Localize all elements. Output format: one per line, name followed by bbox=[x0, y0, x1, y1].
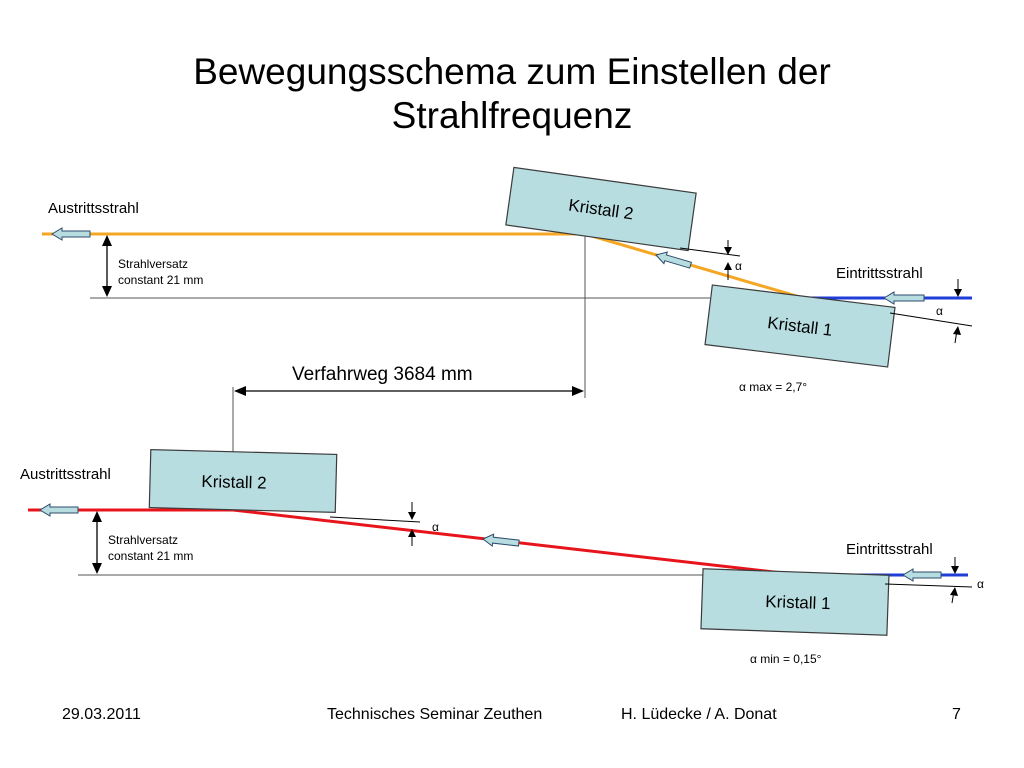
top-offset-label-line2: constant 21 mm bbox=[118, 273, 204, 287]
footer-date: 29.03.2011 bbox=[62, 706, 141, 723]
bottom-exit-beam-arrow bbox=[40, 504, 78, 516]
bottom-angle-symbol-lower: α bbox=[977, 577, 984, 591]
top-offset-arrowhead-down bbox=[102, 286, 112, 297]
bottom-angle-symbol-upper: α bbox=[432, 520, 439, 534]
bottom-crystal1-edge-line bbox=[885, 584, 972, 587]
bottom-angle-note: α min = 0,15° bbox=[750, 652, 822, 666]
bottom-upper-angle-arrow-top bbox=[408, 512, 416, 520]
top-angled-beam bbox=[585, 234, 803, 298]
bottom-entry-beam-arrow bbox=[903, 569, 941, 581]
title-line-2: Strahlfrequenz bbox=[391, 95, 633, 136]
top-lower-angle-arrow-bottom bbox=[953, 326, 961, 335]
footer-event: Technisches Seminar Zeuthen bbox=[327, 706, 543, 723]
top-crystal-2 bbox=[506, 167, 696, 250]
bottom-lower-angle-arrow-bottom bbox=[950, 587, 958, 596]
travel-arrowhead-right bbox=[572, 386, 584, 396]
top-panel bbox=[42, 167, 972, 398]
footer-page-number: 7 bbox=[952, 706, 961, 723]
top-angle-symbol-lower: α bbox=[936, 304, 943, 318]
top-exit-beam-label: Austrittsstrahl bbox=[48, 200, 139, 217]
top-exit-beam-arrow bbox=[52, 228, 90, 240]
top-angle-symbol-upper: α bbox=[735, 259, 742, 273]
top-angle-note: α max = 2,7° bbox=[739, 380, 808, 394]
top-crystal-1-label: Kristall 1 bbox=[766, 313, 834, 340]
footer-authors: H. Lüdecke / A. Donat bbox=[621, 706, 777, 723]
bottom-crystal-2 bbox=[149, 450, 336, 513]
top-crystal-2-label: Kristall 2 bbox=[567, 195, 635, 224]
bottom-angled-beam-arrow bbox=[482, 533, 519, 549]
bottom-offset-label-line1: Strahlversatz bbox=[108, 533, 179, 547]
bottom-crystal-2-label: Kristall 2 bbox=[201, 471, 267, 493]
bottom-panel bbox=[20, 450, 984, 666]
top-angled-beam-arrow bbox=[654, 249, 692, 271]
top-entry-beam-label: Eintrittsstrahl bbox=[836, 265, 923, 282]
bottom-offset-arrowhead-down bbox=[92, 563, 102, 574]
travel-arrowhead-left bbox=[234, 386, 246, 396]
bottom-exit-beam-label: Austrittsstrahl bbox=[20, 466, 111, 483]
top-crystal2-edge-line bbox=[680, 248, 740, 256]
slide-footer bbox=[0, 706, 1024, 730]
bottom-crystal-1-label: Kristall 1 bbox=[765, 591, 831, 614]
top-lower-angle-arrow-top bbox=[954, 289, 962, 297]
bottom-offset-label-line2: constant 21 mm bbox=[108, 549, 194, 563]
bottom-offset-arrowhead-up bbox=[92, 511, 102, 522]
travel-label: Verfahrweg 3684 mm bbox=[292, 364, 473, 385]
top-offset-arrowhead-up bbox=[102, 235, 112, 246]
bottom-lower-angle-arrow-top bbox=[951, 566, 959, 574]
title-line-1: Bewegungsschema zum Einstellen der bbox=[193, 51, 831, 92]
bottom-crystal-1 bbox=[701, 569, 889, 635]
top-offset-label-line1: Strahlversatz bbox=[118, 257, 189, 271]
top-crystal1-edge-line bbox=[890, 313, 972, 326]
top-entry-beam-arrow bbox=[884, 292, 924, 304]
top-upper-angle-arrow-bottom bbox=[724, 262, 732, 270]
bottom-entry-beam-label: Eintrittsstrahl bbox=[846, 541, 933, 558]
